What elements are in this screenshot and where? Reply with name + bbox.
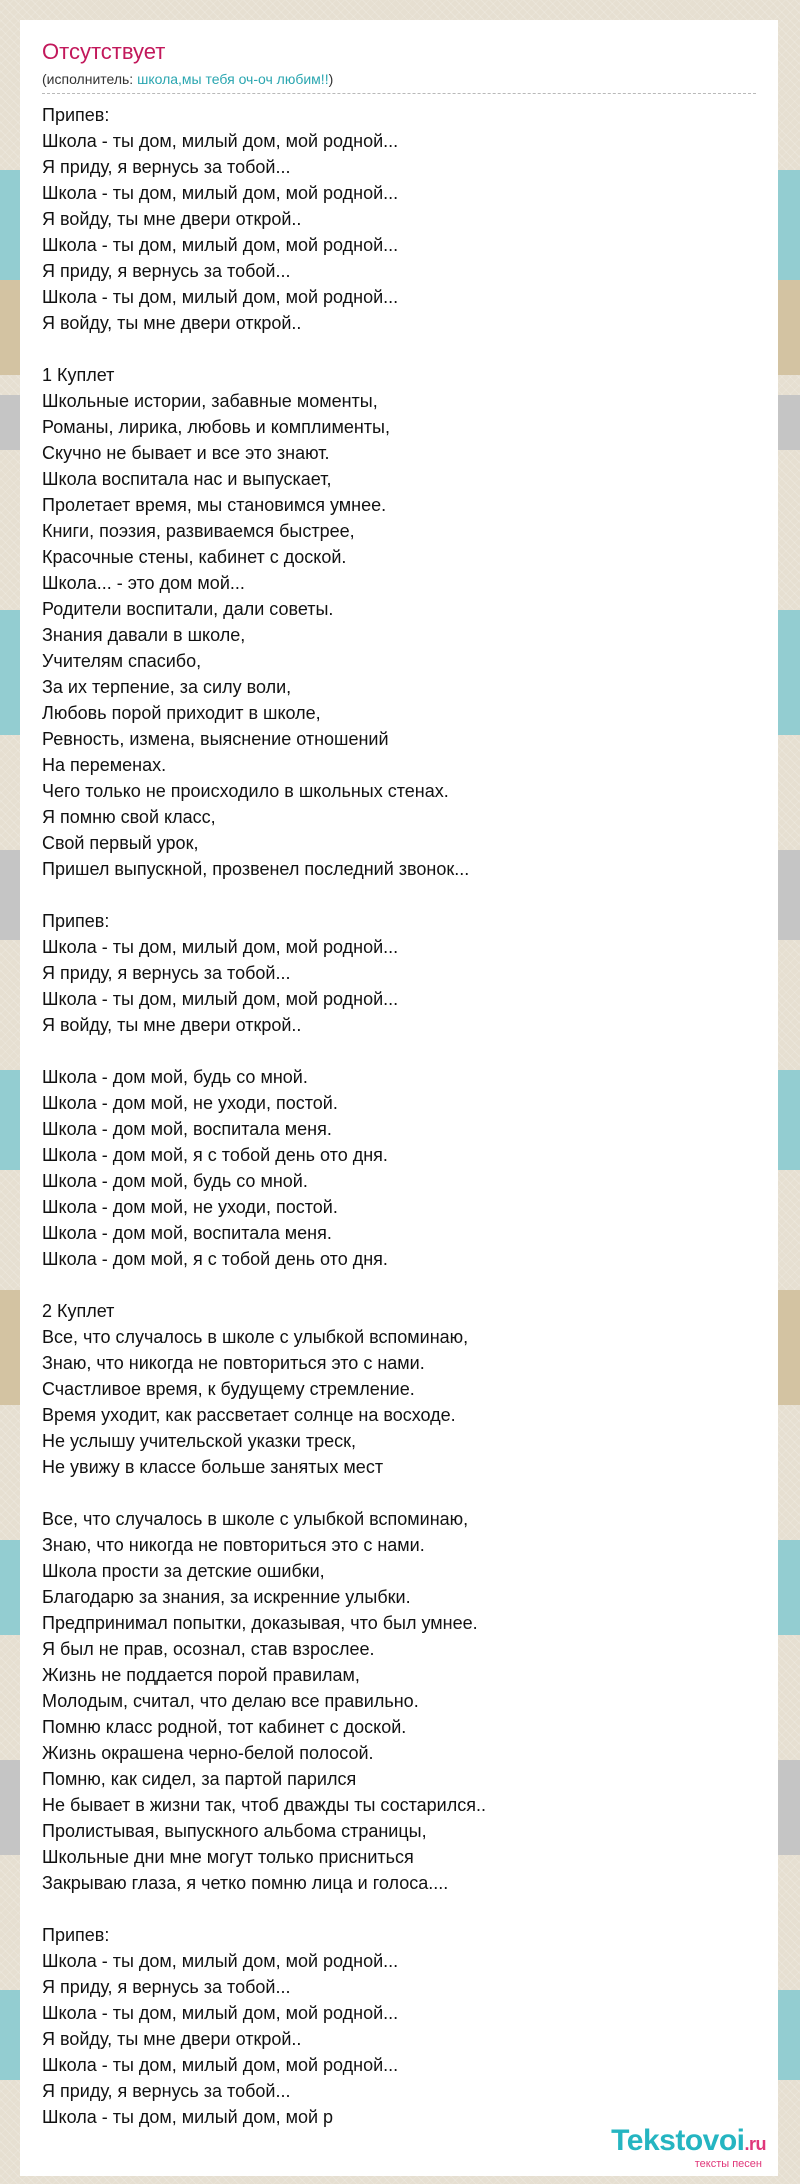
lyric-line: Жизнь не поддается порой правилам, bbox=[42, 1665, 360, 1685]
lyric-line: Школа - дом мой, будь со мной. bbox=[42, 1067, 308, 1087]
lyric-line: Я войду, ты мне двери открой.. bbox=[42, 209, 302, 229]
lyric-line: Школа - ты дом, милый дом, мой родной... bbox=[42, 183, 399, 203]
lyric-line: Школа - дом мой, не уходи, постой. bbox=[42, 1197, 338, 1217]
lyric-line: Я приду, я вернусь за тобой... bbox=[42, 1977, 291, 1997]
lyric-blank-line bbox=[42, 1480, 762, 1506]
site-logo[interactable] bbox=[611, 2125, 766, 2170]
lyric-line: Я приду, я вернусь за тобой... bbox=[42, 157, 291, 177]
lyric-line: Все, что случалось в школе с улыбкой вспоминаю, bbox=[42, 1509, 469, 1529]
lyric-line: На переменах. bbox=[42, 755, 167, 775]
lyric-line: Школа - дом мой, не уходи, постой. bbox=[42, 1093, 338, 1113]
lyric-line: Все, что случалось в школе с улыбкой вспоминаю, bbox=[42, 1327, 469, 1347]
lyric-line: Школа воспитала нас и выпускает, bbox=[42, 469, 332, 489]
lyric-line: Школьные дни мне могут только присниться bbox=[42, 1847, 414, 1867]
lyric-line: Молодым, считал, что делаю все правильно. bbox=[42, 1691, 419, 1711]
lyric-line: Свой первый урок, bbox=[42, 833, 199, 853]
lyric-line: Я войду, ты мне двери открой.. bbox=[42, 2029, 302, 2049]
lyrics-card bbox=[20, 20, 778, 2176]
lyric-line: Красочные стены, кабинет с доской. bbox=[42, 547, 347, 567]
lyric-line: Школа - дом мой, я с тобой день ото дня. bbox=[42, 1145, 388, 1165]
lyric-line: Ревность, измена, выяснение отношений bbox=[42, 729, 389, 749]
lyric-line: Я приду, я вернусь за тобой... bbox=[42, 261, 291, 281]
lyric-line: Школа - ты дом, милый дом, мой родной... bbox=[42, 2003, 399, 2023]
logo-tld: .ru bbox=[744, 2134, 766, 2154]
lyric-line: Не бывает в жизни так, чтоб дважды ты состарился.. bbox=[42, 1795, 486, 1815]
lyric-line: Родители воспитали, дали советы. bbox=[42, 599, 334, 619]
lyric-line: Школа... - это дом мой... bbox=[42, 573, 245, 593]
lyric-line: Учителям спасибо, bbox=[42, 651, 202, 671]
lyric-line: Романы, лирика, любовь и комплименты, bbox=[42, 417, 390, 437]
lyric-line: 1 Куплет bbox=[42, 365, 115, 385]
lyric-line: Школа - дом мой, я с тобой день ото дня. bbox=[42, 1249, 388, 1269]
lyric-line: Время уходит, как рассветает солнце на восходе. bbox=[42, 1405, 456, 1425]
logo-tagline: тексты песен bbox=[694, 2158, 762, 2170]
lyric-line: Благодарю за знания, за искренние улыбки. bbox=[42, 1587, 411, 1607]
lyric-blank-line bbox=[42, 882, 762, 908]
artist-suffix: ) bbox=[328, 71, 334, 87]
artist-link[interactable]: школа,мы тебя оч-оч любим!! bbox=[137, 71, 329, 87]
lyric-line: Не увижу в классе больше занятых мест bbox=[42, 1457, 384, 1477]
lyric-line: Школа - ты дом, милый дом, мой родной... bbox=[42, 937, 399, 957]
lyric-line: Знаю, что никогда не повториться это с нами. bbox=[42, 1535, 425, 1555]
lyric-line: Книги, поэзия, развиваемся быстрее, bbox=[42, 521, 355, 541]
lyric-blank-line bbox=[42, 1896, 762, 1922]
lyric-line: Я войду, ты мне двери открой.. bbox=[42, 313, 302, 333]
lyric-line: Жизнь окрашена черно-белой полосой. bbox=[42, 1743, 374, 1763]
lyric-line: Знания давали в школе, bbox=[42, 625, 246, 645]
lyric-line: 2 Куплет bbox=[42, 1301, 115, 1321]
lyric-line: Я войду, ты мне двери открой.. bbox=[42, 1015, 302, 1035]
lyric-line: Счастливое время, к будущему стремление. bbox=[42, 1379, 415, 1399]
logo-wordmark bbox=[611, 2125, 766, 2160]
lyric-line: Закрываю глаза, я четко помню лица и голоса.... bbox=[42, 1873, 449, 1893]
lyric-line: Пролистывая, выпускного альбома страницы, bbox=[42, 1821, 427, 1841]
lyric-line: Я был не прав, осознал, став взрослее. bbox=[42, 1639, 375, 1659]
title-divider bbox=[42, 93, 756, 94]
logo-name: Tekstovoi bbox=[611, 2124, 745, 2157]
lyric-line: Школа - ты дом, милый дом, мой родной... bbox=[42, 287, 399, 307]
lyric-line: Школа - дом мой, воспитала меня. bbox=[42, 1223, 332, 1243]
lyric-line: Я помню свой класс, bbox=[42, 807, 216, 827]
lyric-line: Я приду, я вернусь за тобой... bbox=[42, 2081, 291, 2101]
lyric-line: Я приду, я вернусь за тобой... bbox=[42, 963, 291, 983]
lyric-line: Школа - ты дом, милый дом, мой р bbox=[42, 2107, 334, 2127]
lyric-line: Помню класс родной, тот кабинет с доской. bbox=[42, 1717, 407, 1737]
lyric-line: Пришел выпускной, прозвенел последний звонок... bbox=[42, 859, 470, 879]
lyric-line: Школа - ты дом, милый дом, мой родной... bbox=[42, 131, 399, 151]
lyric-line: Школьные истории, забавные моменты, bbox=[42, 391, 378, 411]
lyric-line: Пролетает время, мы становимся умнее. bbox=[42, 495, 387, 515]
lyric-line: Припев: bbox=[42, 1925, 110, 1945]
lyrics-text bbox=[42, 102, 762, 2130]
song-title: Отсутствует bbox=[42, 39, 166, 64]
lyric-line: Не услышу учительской указки треск, bbox=[42, 1431, 357, 1451]
artist-line bbox=[42, 71, 333, 87]
lyric-line: Предпринимал попытки, доказывая, что был умнее. bbox=[42, 1613, 478, 1633]
lyric-line: Школа прости за детские ошибки, bbox=[42, 1561, 325, 1581]
lyric-line: Школа - дом мой, будь со мной. bbox=[42, 1171, 308, 1191]
lyric-line: Припев: bbox=[42, 911, 110, 931]
artist-prefix: (исполнитель: bbox=[42, 71, 138, 87]
lyric-blank-line bbox=[42, 1272, 762, 1298]
lyric-line: Любовь порой приходит в школе, bbox=[42, 703, 321, 723]
lyric-line: Школа - ты дом, милый дом, мой родной... bbox=[42, 235, 399, 255]
lyric-blank-line bbox=[42, 336, 762, 362]
lyric-line: Школа - дом мой, воспитала меня. bbox=[42, 1119, 332, 1139]
lyric-line: Помню, как сидел, за партой парился bbox=[42, 1769, 357, 1789]
lyric-line: Припев: bbox=[42, 105, 110, 125]
lyric-blank-line bbox=[42, 1038, 762, 1064]
lyric-line: Знаю, что никогда не повториться это с нами. bbox=[42, 1353, 425, 1373]
lyric-line: Школа - ты дом, милый дом, мой родной... bbox=[42, 989, 399, 1009]
lyric-line: Школа - ты дом, милый дом, мой родной... bbox=[42, 1951, 399, 1971]
lyric-line: Школа - ты дом, милый дом, мой родной... bbox=[42, 2055, 399, 2075]
lyric-line: За их терпение, за силу воли, bbox=[42, 677, 292, 697]
lyric-line: Чего только не происходило в школьных стенах. bbox=[42, 781, 449, 801]
lyric-line: Скучно не бывает и все это знают. bbox=[42, 443, 330, 463]
